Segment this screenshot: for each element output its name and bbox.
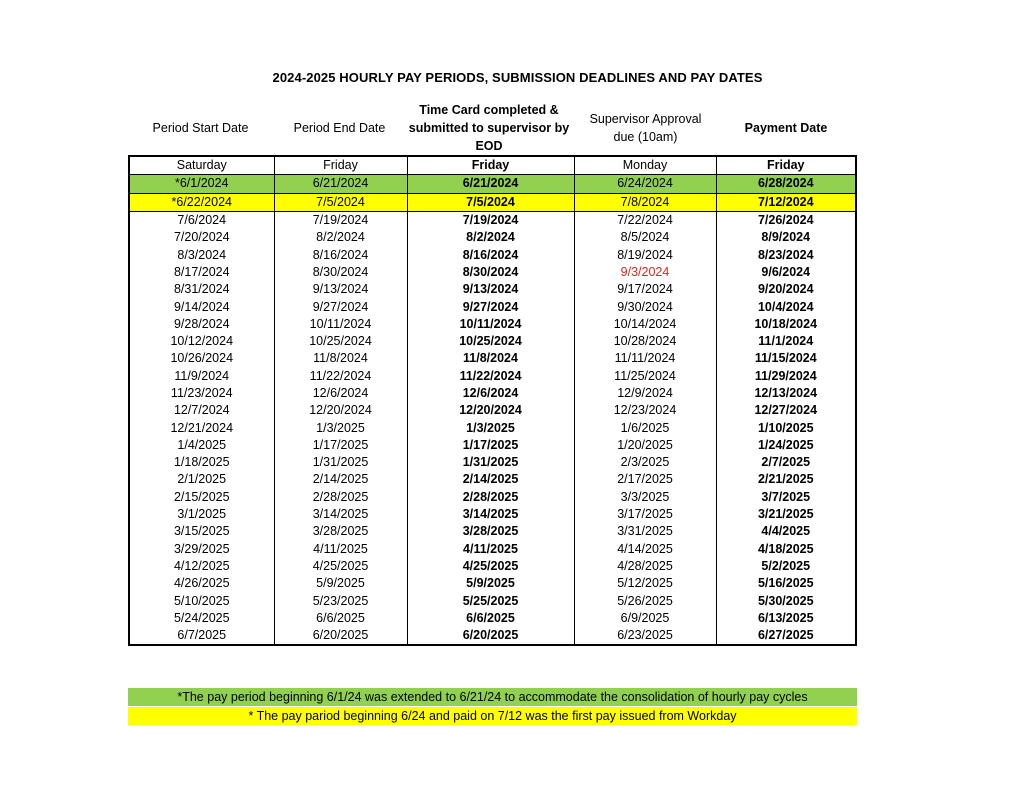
- cell-period-end: 4/25/2025: [274, 558, 407, 575]
- cell-timecard-deadline: 6/20/2025: [407, 627, 574, 645]
- cell-supervisor-approval: 9/30/2024: [574, 298, 716, 315]
- table-row: [129, 281, 856, 298]
- cell-period-start: 7/20/2024: [173, 230, 230, 245]
- header-payment-date: Payment Date: [744, 120, 828, 135]
- cell-period-end: 9/27/2024: [274, 298, 407, 315]
- table-row: [129, 229, 856, 246]
- table-row: [129, 592, 856, 609]
- cell-period-end: 8/30/2024: [274, 264, 407, 281]
- cell-period-end: 4/11/2025: [274, 541, 407, 558]
- cell-payment-date: 5/2/2025: [716, 558, 856, 575]
- cell-period-end: 9/13/2024: [274, 281, 407, 298]
- cell-period-start: 10/26/2024: [170, 351, 234, 366]
- cell-period-end: 12/20/2024: [274, 402, 407, 419]
- cell-timecard-deadline: 1/17/2025: [407, 437, 574, 454]
- cell-period-end: 1/31/2025: [274, 454, 407, 471]
- cell-supervisor-approval: 7/22/2024: [574, 211, 716, 229]
- cell-timecard-deadline: 9/13/2024: [407, 281, 574, 298]
- table-row: [129, 368, 856, 385]
- cell-payment-date: 10/4/2024: [716, 298, 856, 315]
- table-row: [129, 471, 856, 488]
- cell-period-start: 1/4/2025: [177, 437, 227, 452]
- cell-period-start: 8/31/2024: [173, 282, 230, 297]
- cell-supervisor-approval: 8/5/2024: [574, 229, 716, 246]
- note-first-workday-pay: * The pay pariod beginning 6/24 and paid on 7/12 was the first pay issued from Workday: [128, 707, 857, 725]
- cell-timecard-deadline: 5/9/2025: [407, 575, 574, 592]
- cell-timecard-deadline: 8/2/2024: [407, 229, 574, 246]
- cell-supervisor-approval: 3/31/2025: [574, 523, 716, 540]
- cell-supervisor-approval: 9/3/2024: [574, 264, 716, 281]
- cell-period-start: 9/14/2024: [173, 299, 230, 314]
- cell-payment-date: 4/18/2025: [716, 541, 856, 558]
- cell-period-start: 12/21/2024: [170, 420, 234, 435]
- cell-period-start: 1/18/2025: [173, 455, 230, 470]
- header-period-end: Period End Date: [293, 120, 386, 135]
- cell-period-start: 10/12/2024: [170, 334, 234, 349]
- cell-period-end: 3/14/2025: [274, 506, 407, 523]
- cell-period-end: 1/3/2025: [274, 419, 407, 436]
- table-row: [129, 575, 856, 592]
- cell-period-end: 1/17/2025: [274, 437, 407, 454]
- cell-timecard-deadline: 2/28/2025: [407, 489, 574, 506]
- cell-period-end: 10/11/2024: [274, 316, 407, 333]
- cell-timecard-deadline: 12/20/2024: [407, 402, 574, 419]
- cell-timecard-deadline: 8/16/2024: [407, 246, 574, 263]
- cell-period-start: 11/23/2024: [170, 386, 233, 400]
- cell-timecard-deadline: 5/25/2025: [407, 592, 574, 609]
- cell-supervisor-approval: 12/23/2024: [574, 402, 716, 419]
- cell-supervisor-approval: 7/8/2024: [574, 193, 716, 211]
- table-row: [129, 627, 856, 645]
- cell-period-end: 11/8/2024: [274, 350, 407, 367]
- cell-payment-date: 6/27/2025: [716, 627, 856, 645]
- cell-period-start: 3/1/2025: [177, 507, 227, 522]
- table-row: [129, 506, 856, 523]
- cell-supervisor-approval: 3/17/2025: [574, 506, 716, 523]
- cell-payment-date: 1/24/2025: [716, 437, 856, 454]
- cell-period-end: 7/19/2024: [274, 211, 407, 229]
- cell-period-end: 2/28/2025: [274, 489, 407, 506]
- cell-period-start: 5/24/2025: [173, 610, 230, 625]
- cell-payment-date: 11/29/2024: [716, 368, 856, 385]
- cell-payment-date: 12/27/2024: [716, 402, 856, 419]
- weekday-row: [129, 156, 856, 175]
- cell-payment-date: 7/26/2024: [716, 211, 856, 229]
- cell-timecard-deadline: 3/14/2025: [407, 506, 574, 523]
- cell-period-end: 6/20/2025: [274, 627, 407, 645]
- cell-period-start: 8/3/2024: [177, 247, 227, 262]
- table-row: [129, 350, 856, 367]
- cell-timecard-deadline: 11/8/2024: [407, 350, 574, 367]
- table-row: [129, 264, 856, 281]
- cell-timecard-deadline: 9/27/2024: [407, 298, 574, 315]
- weekday-start: Saturday: [129, 156, 274, 175]
- cell-timecard-deadline: 7/19/2024: [407, 211, 574, 229]
- pay-schedule-table: [128, 155, 857, 646]
- cell-supervisor-approval: 6/24/2024: [574, 175, 716, 193]
- table-row: [129, 541, 856, 558]
- cell-supervisor-approval: 10/14/2024: [574, 316, 716, 333]
- cell-payment-date: 3/7/2025: [716, 489, 856, 506]
- cell-timecard-deadline: 4/25/2025: [407, 558, 574, 575]
- cell-supervisor-approval: 4/14/2025: [574, 541, 716, 558]
- cell-supervisor-approval: 1/6/2025: [574, 419, 716, 436]
- cell-timecard-deadline: 1/31/2025: [407, 454, 574, 471]
- cell-timecard-deadline: 11/22/2024: [407, 368, 574, 385]
- cell-payment-date: 11/1/2024: [716, 333, 856, 350]
- cell-period-end: 11/22/2024: [274, 368, 407, 385]
- cell-period-start: *6/1/2024: [129, 175, 274, 193]
- cell-timecard-deadline: 6/21/2024: [407, 175, 574, 193]
- cell-period-start: 4/26/2025: [173, 576, 230, 591]
- cell-period-end: 2/14/2025: [274, 471, 407, 488]
- table-row: [129, 246, 856, 263]
- cell-supervisor-approval: 12/9/2024: [574, 385, 716, 402]
- cell-supervisor-approval: 11/25/2024: [574, 368, 716, 385]
- table-row: [129, 333, 856, 350]
- note-extended-period: *The pay period beginning 6/1/24 was extended to 6/21/24 to accommodate the consolidation of hourly pay cycles: [128, 688, 857, 706]
- cell-period-end: 12/6/2024: [274, 385, 407, 402]
- weekday-timecard: Friday: [407, 156, 574, 175]
- weekday-end: Friday: [274, 156, 407, 175]
- cell-timecard-deadline: 4/11/2025: [407, 541, 574, 558]
- cell-payment-date: 3/21/2025: [716, 506, 856, 523]
- header-supervisor-approval: Supervisor Approval due (10am): [589, 111, 702, 144]
- cell-timecard-deadline: 12/6/2024: [407, 385, 574, 402]
- weekday-approval: Monday: [574, 156, 716, 175]
- table-row: [129, 298, 856, 315]
- cell-period-start: 3/15/2025: [173, 524, 230, 539]
- cell-timecard-deadline: 8/30/2024: [407, 264, 574, 281]
- cell-period-start: 11/9/2024: [174, 368, 230, 383]
- cell-payment-date: 5/30/2025: [716, 592, 856, 609]
- table-row: [129, 523, 856, 540]
- cell-payment-date: 12/13/2024: [716, 385, 856, 402]
- cell-supervisor-approval: 11/11/2024: [574, 350, 716, 367]
- cell-supervisor-approval: 1/20/2025: [574, 437, 716, 454]
- table-row: [129, 489, 856, 506]
- page-title: 2024-2025 HOURLY PAY PERIODS, SUBMISSION DEADLINES AND PAY DATES: [272, 70, 763, 85]
- cell-period-end: 5/9/2025: [274, 575, 407, 592]
- cell-payment-date: 7/12/2024: [716, 193, 856, 211]
- cell-payment-date: 10/18/2024: [716, 316, 856, 333]
- table-row: [129, 175, 856, 193]
- cell-timecard-deadline: 3/28/2025: [407, 523, 574, 540]
- cell-period-end: 6/21/2024: [274, 175, 407, 193]
- cell-period-end: 8/2/2024: [274, 229, 407, 246]
- table-row: [129, 316, 856, 333]
- cell-timecard-deadline: 6/6/2025: [407, 610, 574, 627]
- cell-period-end: 5/23/2025: [274, 592, 407, 609]
- cell-period-end: 3/28/2025: [274, 523, 407, 540]
- cell-period-end: 10/25/2024: [274, 333, 407, 350]
- cell-supervisor-approval: 9/17/2024: [574, 281, 716, 298]
- cell-payment-date: 9/6/2024: [716, 264, 856, 281]
- table-row: [129, 610, 856, 627]
- cell-supervisor-approval: 5/12/2025: [574, 575, 716, 592]
- cell-payment-date: 2/21/2025: [716, 471, 856, 488]
- table-row: [129, 193, 856, 211]
- cell-period-start: 9/28/2024: [173, 316, 230, 331]
- table-row: [129, 385, 856, 402]
- cell-supervisor-approval: 4/28/2025: [574, 558, 716, 575]
- cell-timecard-deadline: 10/11/2024: [407, 316, 574, 333]
- cell-supervisor-approval: 6/9/2025: [574, 610, 716, 627]
- cell-period-start: 12/7/2024: [173, 403, 230, 418]
- cell-period-start: *6/22/2024: [129, 193, 274, 211]
- cell-period-start: 2/15/2025: [173, 489, 230, 504]
- cell-timecard-deadline: 10/25/2024: [407, 333, 574, 350]
- table-row: [129, 211, 856, 229]
- cell-supervisor-approval: 6/23/2025: [574, 627, 716, 645]
- cell-period-start: 6/7/2025: [177, 628, 227, 643]
- cell-supervisor-approval: 2/3/2025: [574, 454, 716, 471]
- table-row: [129, 419, 856, 436]
- table-row: [129, 402, 856, 419]
- cell-supervisor-approval: 2/17/2025: [574, 471, 716, 488]
- cell-timecard-deadline: 7/5/2024: [407, 193, 574, 211]
- cell-period-start: 7/6/2024: [177, 213, 227, 228]
- cell-period-start: 8/17/2024: [173, 264, 230, 279]
- cell-payment-date: 9/20/2024: [716, 281, 856, 298]
- table-row: [129, 437, 856, 454]
- cell-supervisor-approval: 5/26/2025: [574, 592, 716, 609]
- cell-payment-date: 6/13/2025: [716, 610, 856, 627]
- cell-timecard-deadline: 2/14/2025: [407, 471, 574, 488]
- weekday-payment: Friday: [716, 156, 856, 175]
- cell-period-end: 6/6/2025: [274, 610, 407, 627]
- cell-period-end: 8/16/2024: [274, 246, 407, 263]
- cell-payment-date: 8/23/2024: [716, 246, 856, 263]
- cell-period-start: 4/12/2025: [173, 558, 230, 573]
- cell-period-start: 3/29/2025: [173, 541, 230, 556]
- cell-supervisor-approval: 10/28/2024: [574, 333, 716, 350]
- cell-period-start: 2/1/2025: [177, 472, 227, 487]
- header-period-start: Period Start Date: [152, 120, 249, 135]
- cell-payment-date: 4/4/2025: [716, 523, 856, 540]
- cell-payment-date: 1/10/2025: [716, 419, 856, 436]
- cell-payment-date: 2/7/2025: [716, 454, 856, 471]
- cell-timecard-deadline: 1/3/2025: [407, 419, 574, 436]
- table-row: [129, 558, 856, 575]
- table-row: [129, 454, 856, 471]
- cell-supervisor-approval: 8/19/2024: [574, 246, 716, 263]
- cell-period-end: 7/5/2024: [274, 193, 407, 211]
- cell-payment-date: 6/28/2024: [716, 175, 856, 193]
- cell-payment-date: 5/16/2025: [716, 575, 856, 592]
- cell-supervisor-approval: 3/3/2025: [574, 489, 716, 506]
- cell-period-start: 5/10/2025: [173, 593, 230, 608]
- cell-payment-date: 11/15/2024: [716, 350, 856, 367]
- cell-payment-date: 8/9/2024: [716, 229, 856, 246]
- header-timecard-deadline: Time Card completed & submitted to supervisor by EOD: [408, 102, 570, 153]
